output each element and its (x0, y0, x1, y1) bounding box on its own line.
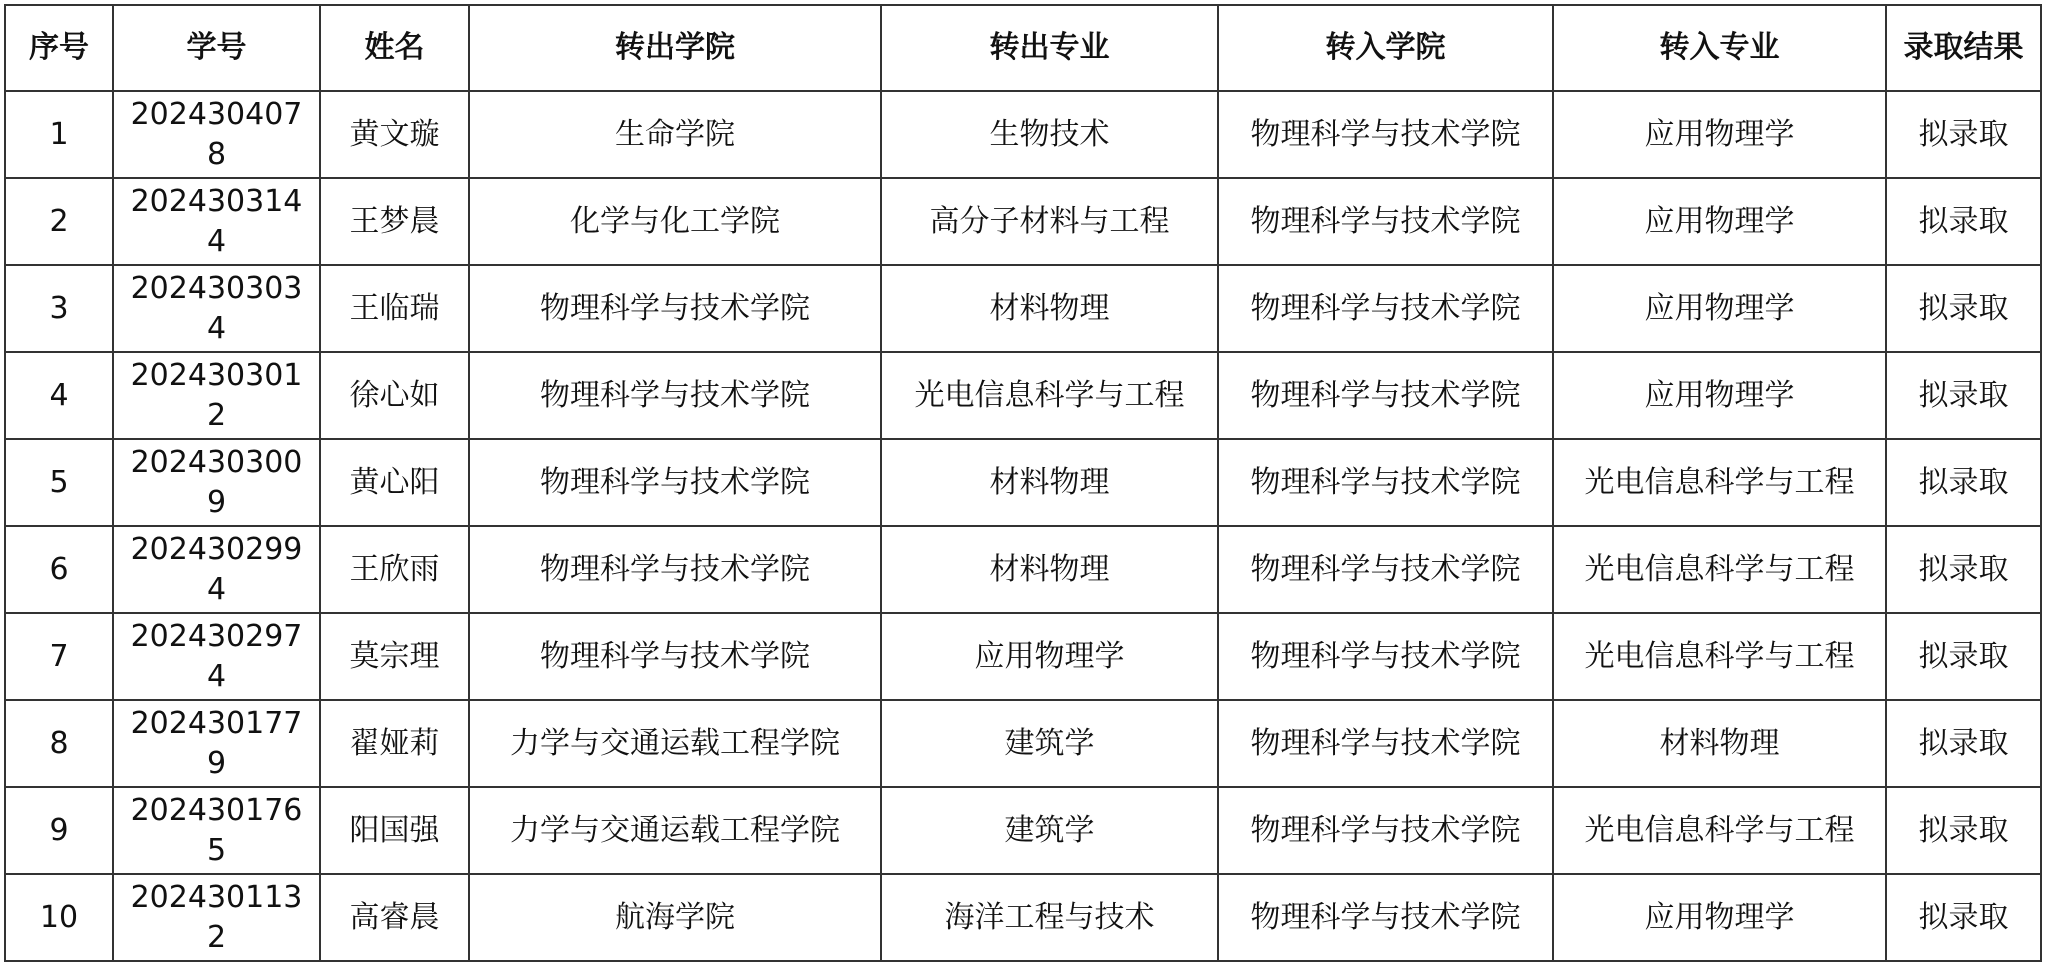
cell-to-college: 物理科学与技术学院 (1218, 787, 1553, 874)
cell-to-college: 物理科学与技术学院 (1218, 352, 1553, 439)
cell-from-college: 力学与交通运载工程学院 (469, 700, 881, 787)
cell-to-college: 物理科学与技术学院 (1218, 91, 1553, 178)
cell-name: 王梦晨 (320, 178, 469, 265)
cell-to-major: 应用物理学 (1553, 874, 1886, 961)
cell-name: 高睿晨 (320, 874, 469, 961)
cell-result: 拟录取 (1886, 700, 2041, 787)
cell-name: 徐心如 (320, 352, 469, 439)
cell-to-college: 物理科学与技术学院 (1218, 700, 1553, 787)
cell-from-major: 应用物理学 (881, 613, 1218, 700)
cell-index: 3 (5, 265, 113, 352)
cell-result: 拟录取 (1886, 787, 2041, 874)
cell-from-college: 物理科学与技术学院 (469, 613, 881, 700)
cell-from-major: 光电信息科学与工程 (881, 352, 1218, 439)
admission-table (4, 4, 2042, 962)
cell-from-major: 材料物理 (881, 265, 1218, 352)
header-to-major: 转入专业 (1553, 5, 1886, 91)
cell-to-major: 应用物理学 (1553, 352, 1886, 439)
cell-index: 10 (5, 874, 113, 961)
cell-to-college: 物理科学与技术学院 (1218, 874, 1553, 961)
header-from-college: 转出学院 (469, 5, 881, 91)
cell-name: 王临瑞 (320, 265, 469, 352)
cell-name: 翟娅莉 (320, 700, 469, 787)
cell-to-major: 光电信息科学与工程 (1553, 613, 1886, 700)
cell-index: 9 (5, 787, 113, 874)
table-row (5, 700, 2041, 787)
cell-result: 拟录取 (1886, 91, 2041, 178)
table-row (5, 787, 2041, 874)
cell-to-major: 光电信息科学与工程 (1553, 439, 1886, 526)
cell-student-id: 2024302974 (113, 613, 320, 700)
cell-from-college: 生命学院 (469, 91, 881, 178)
cell-from-major: 海洋工程与技术 (881, 874, 1218, 961)
cell-result: 拟录取 (1886, 439, 2041, 526)
cell-to-college: 物理科学与技术学院 (1218, 439, 1553, 526)
cell-to-college: 物理科学与技术学院 (1218, 178, 1553, 265)
header-name: 姓名 (320, 5, 469, 91)
cell-to-major: 应用物理学 (1553, 265, 1886, 352)
cell-to-college: 物理科学与技术学院 (1218, 526, 1553, 613)
cell-index: 2 (5, 178, 113, 265)
cell-to-major: 材料物理 (1553, 700, 1886, 787)
header-from-major: 转出专业 (881, 5, 1218, 91)
header-index: 序号 (5, 5, 113, 91)
table-row (5, 874, 2041, 961)
cell-result: 拟录取 (1886, 613, 2041, 700)
cell-student-id: 2024303012 (113, 352, 320, 439)
cell-to-major: 应用物理学 (1553, 91, 1886, 178)
cell-student-id: 2024303034 (113, 265, 320, 352)
cell-from-major: 生物技术 (881, 91, 1218, 178)
table-body (5, 91, 2041, 961)
cell-index: 7 (5, 613, 113, 700)
cell-result: 拟录取 (1886, 526, 2041, 613)
header-to-college: 转入学院 (1218, 5, 1553, 91)
cell-from-major: 材料物理 (881, 439, 1218, 526)
cell-student-id: 2024301132 (113, 874, 320, 961)
header-student-id: 学号 (113, 5, 320, 91)
cell-from-college: 物理科学与技术学院 (469, 352, 881, 439)
header-row (5, 5, 2041, 91)
cell-index: 1 (5, 91, 113, 178)
cell-result: 拟录取 (1886, 265, 2041, 352)
cell-to-college: 物理科学与技术学院 (1218, 265, 1553, 352)
table-row (5, 613, 2041, 700)
cell-name: 黄文璇 (320, 91, 469, 178)
cell-from-college: 力学与交通运载工程学院 (469, 787, 881, 874)
cell-from-college: 化学与化工学院 (469, 178, 881, 265)
cell-result: 拟录取 (1886, 874, 2041, 961)
cell-from-college: 物理科学与技术学院 (469, 265, 881, 352)
cell-from-college: 航海学院 (469, 874, 881, 961)
cell-index: 5 (5, 439, 113, 526)
table-row (5, 178, 2041, 265)
cell-student-id: 2024302994 (113, 526, 320, 613)
table-row (5, 352, 2041, 439)
cell-student-id: 2024301779 (113, 700, 320, 787)
cell-student-id: 2024304078 (113, 91, 320, 178)
cell-name: 王欣雨 (320, 526, 469, 613)
cell-from-major: 高分子材料与工程 (881, 178, 1218, 265)
cell-from-college: 物理科学与技术学院 (469, 526, 881, 613)
cell-result: 拟录取 (1886, 352, 2041, 439)
table-row (5, 439, 2041, 526)
cell-from-major: 建筑学 (881, 700, 1218, 787)
cell-student-id: 2024303009 (113, 439, 320, 526)
cell-name: 阳国强 (320, 787, 469, 874)
cell-student-id: 2024303144 (113, 178, 320, 265)
cell-to-major: 光电信息科学与工程 (1553, 526, 1886, 613)
cell-index: 4 (5, 352, 113, 439)
cell-from-college: 物理科学与技术学院 (469, 439, 881, 526)
cell-result: 拟录取 (1886, 178, 2041, 265)
cell-to-major: 应用物理学 (1553, 178, 1886, 265)
table-row (5, 526, 2041, 613)
cell-from-major: 建筑学 (881, 787, 1218, 874)
header-result: 录取结果 (1886, 5, 2041, 91)
cell-index: 6 (5, 526, 113, 613)
table-row (5, 91, 2041, 178)
cell-name: 黄心阳 (320, 439, 469, 526)
cell-index: 8 (5, 700, 113, 787)
cell-student-id: 2024301765 (113, 787, 320, 874)
cell-name: 莫宗理 (320, 613, 469, 700)
cell-from-major: 材料物理 (881, 526, 1218, 613)
cell-to-major: 光电信息科学与工程 (1553, 787, 1886, 874)
cell-to-college: 物理科学与技术学院 (1218, 613, 1553, 700)
table-row (5, 265, 2041, 352)
